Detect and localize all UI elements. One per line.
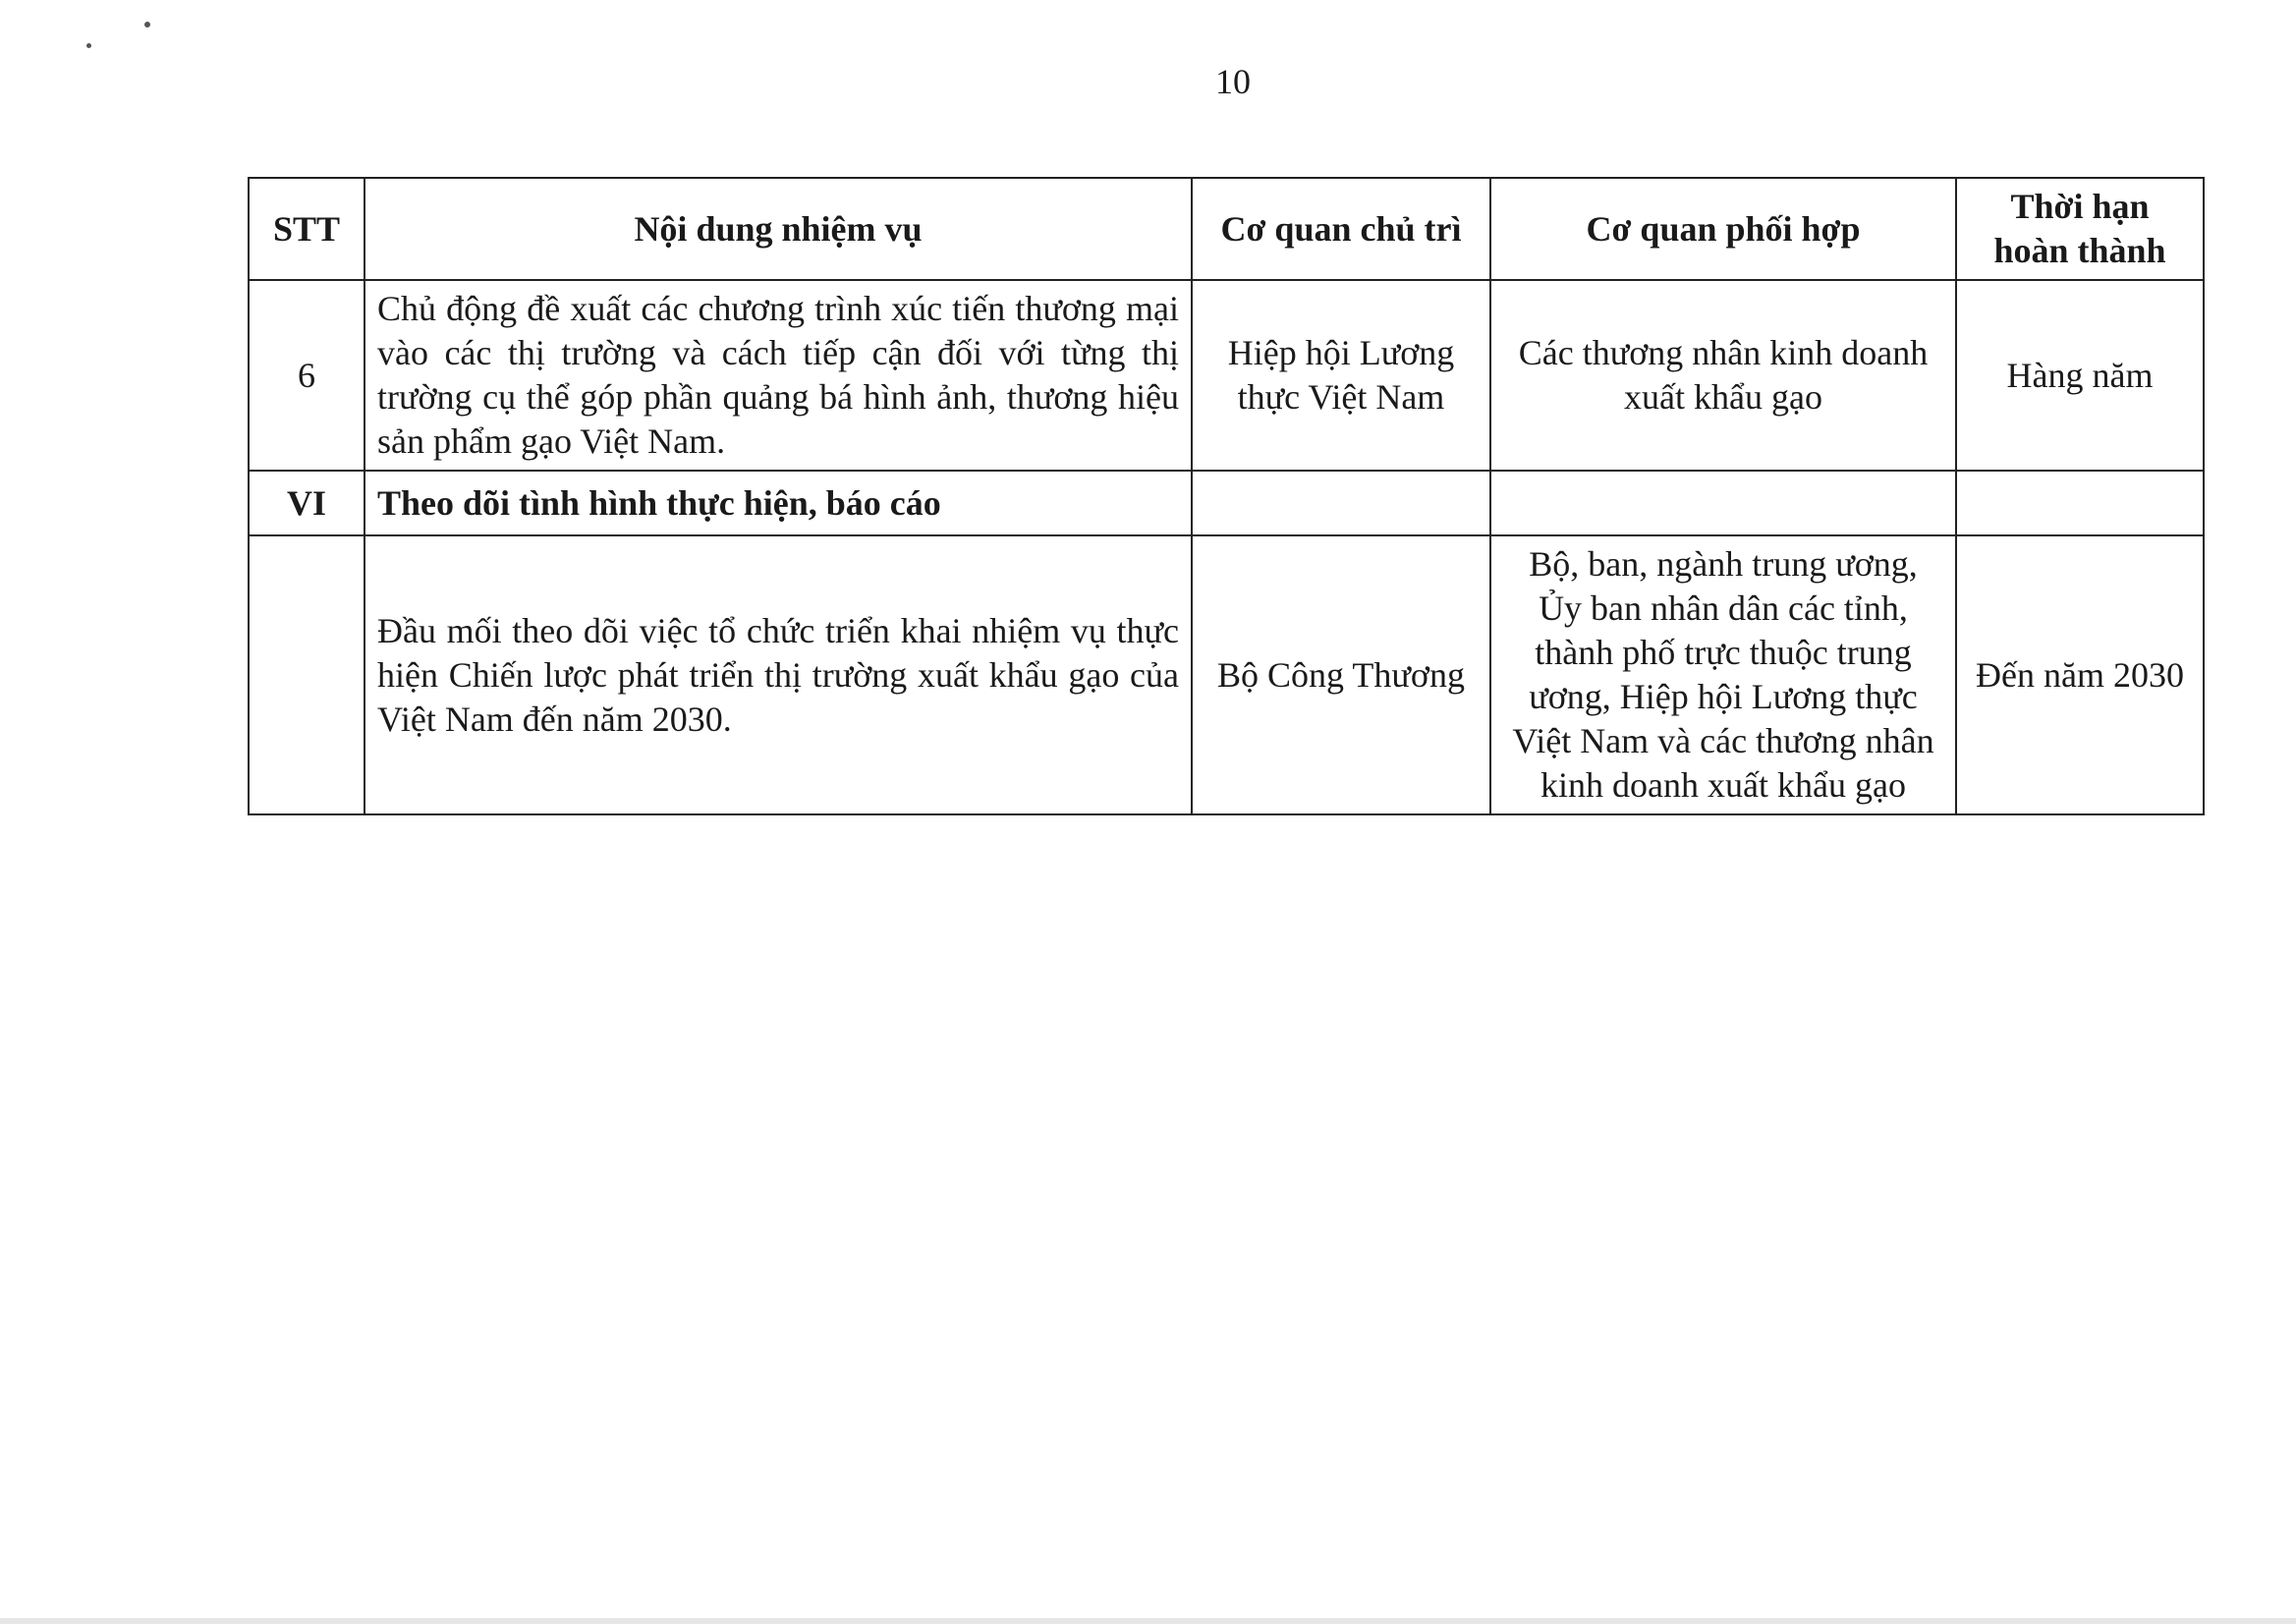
header-stt: STT xyxy=(249,178,364,280)
task-table xyxy=(248,177,2205,815)
cell-stt: 6 xyxy=(249,280,364,471)
cell-deadline xyxy=(1956,471,2204,535)
scan-speck xyxy=(86,43,91,48)
scan-speck xyxy=(144,22,150,28)
section-row xyxy=(249,471,2204,535)
cell-deadline: Hàng năm xyxy=(1956,280,2204,471)
cell-coordinating-agency xyxy=(1490,471,1956,535)
header-lead-agency: Cơ quan chủ trì xyxy=(1192,178,1490,280)
table-header-row xyxy=(249,178,2204,280)
cell-coordinating-agency: Bộ, ban, ngành trung ương, Ủy ban nhân dân các tỉnh, thành phố trực thuộc trung ương, Hiệp hội Lương thực Việt Nam và các thương nhân kinh doanh xuất khẩu gạo xyxy=(1490,535,1956,814)
table-row xyxy=(249,535,2204,814)
cell-lead-agency: Hiệp hội Lương thực Việt Nam xyxy=(1192,280,1490,471)
table-row xyxy=(249,280,2204,471)
cell-stt xyxy=(249,535,364,814)
cell-stt: VI xyxy=(249,471,364,535)
cell-coordinating-agency: Các thương nhân kinh doanh xuất khẩu gạo xyxy=(1490,280,1956,471)
cell-content: Đầu mối theo dõi việc tổ chức triển khai nhiệm vụ thực hiện Chiến lược phát triển thị trường xuất khẩu gạo của Việt Nam đến năm 2030. xyxy=(364,535,1192,814)
cell-deadline: Đến năm 2030 xyxy=(1956,535,2204,814)
section-title: Theo dõi tình hình thực hiện, báo cáo xyxy=(364,471,1192,535)
scan-edge xyxy=(0,1618,2296,1624)
cell-lead-agency xyxy=(1192,471,1490,535)
cell-content: Chủ động đề xuất các chương trình xúc tiến thương mại vào các thị trường và cách tiếp cận đối với từng thị trường cụ thể góp phần quảng bá hình ảnh, thương hiệu sản phẩm gạo Việt Nam. xyxy=(364,280,1192,471)
header-coordinating-agency: Cơ quan phối hợp xyxy=(1490,178,1956,280)
page-number: 10 xyxy=(1215,62,1251,101)
cell-lead-agency: Bộ Công Thương xyxy=(1192,535,1490,814)
header-deadline: Thời hạn hoàn thành xyxy=(1956,178,2204,280)
header-content: Nội dung nhiệm vụ xyxy=(364,178,1192,280)
